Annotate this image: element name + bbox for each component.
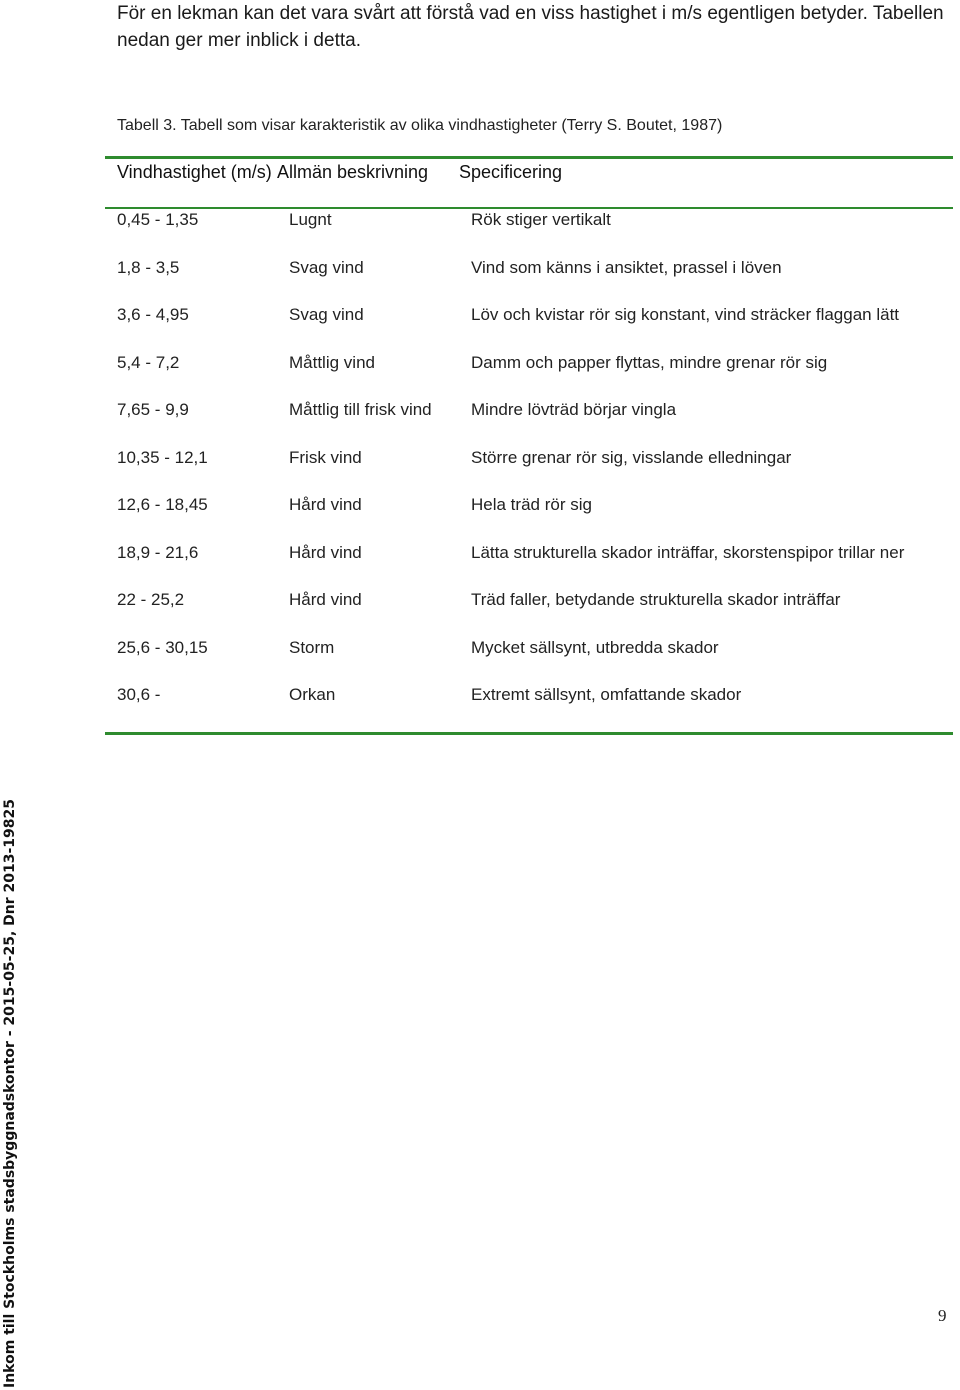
wind-speed-cell: 18,9 - 21,6 xyxy=(117,542,199,562)
description-cell: Hård vind xyxy=(289,590,362,609)
wind-speed-cell: 3,6 - 4,95 xyxy=(117,305,189,324)
description-cell: Hård vind xyxy=(289,495,362,514)
specification-cell: Hela träd rör sig xyxy=(471,495,592,514)
table-row xyxy=(105,446,953,494)
table-row xyxy=(105,351,953,399)
table-row xyxy=(105,636,953,684)
table-row xyxy=(105,398,953,446)
specification-cell: Lätta strukturella skador inträffar, skorstenspipor trillar ner xyxy=(471,542,905,562)
description-cell: Måttlig till frisk vind xyxy=(289,400,432,419)
table-row xyxy=(105,303,953,351)
header-specification: Specificering xyxy=(459,162,563,182)
description-cell: Orkan xyxy=(289,685,336,704)
specification-cell: Rök stiger vertikalt xyxy=(471,210,611,229)
header-description: Allmän beskrivning xyxy=(277,162,429,182)
description-cell: Måttlig vind xyxy=(289,352,375,372)
wind-table-header xyxy=(105,156,953,209)
table-header-row xyxy=(105,159,953,207)
table-row xyxy=(105,256,953,304)
description-cell: Hård vind xyxy=(289,542,362,562)
wind-speed-cell: 25,6 - 30,15 xyxy=(117,637,208,657)
intro-paragraph: För en lekman kan det vara svårt att förstå vad en viss hastighet i m/s egentligen betyder. Tabellen nedan ger mer inblick i detta. xyxy=(117,3,944,51)
specification-cell: Extremt sällsynt, omfattande skador xyxy=(471,685,742,704)
wind-speed-cell: 0,45 - 1,35 xyxy=(117,210,199,229)
wind-speed-cell: 12,6 - 18,45 xyxy=(117,495,208,514)
description-cell: Svag vind xyxy=(289,305,364,324)
table-bottom-rule xyxy=(105,732,953,735)
description-cell: Frisk vind xyxy=(289,447,362,467)
header-wind-speed: Vindhastighet (m/s) xyxy=(117,162,272,182)
specification-cell: Damm och papper flyttas, mindre grenar rör sig xyxy=(471,352,828,372)
description-cell: Svag vind xyxy=(289,257,364,277)
wind-speed-cell: 5,4 - 7,2 xyxy=(117,352,180,372)
specification-cell: Träd faller, betydande strukturella skador inträffar xyxy=(471,590,841,609)
wind-speed-cell: 22 - 25,2 xyxy=(117,590,185,609)
table-row xyxy=(105,208,953,256)
table-caption: Tabell 3. Tabell som visar karakteristik av olika vindhastigheter (Terry S. Boutet, 1987) xyxy=(117,117,723,134)
wind-speed-cell: 30,6 - xyxy=(117,685,161,704)
description-cell: Storm xyxy=(289,637,335,657)
description-cell: Lugnt xyxy=(289,210,332,229)
wind-speed-cell: 10,35 - 12,1 xyxy=(117,447,208,467)
wind-table-body xyxy=(105,208,953,731)
page-number: 9 xyxy=(938,1306,947,1325)
table-row xyxy=(105,588,953,636)
table-row xyxy=(105,541,953,589)
specification-cell: Löv och kvistar rör sig konstant, vind sträcker flaggan lätt xyxy=(471,305,900,324)
specification-cell: Mindre lövträd börjar vingla xyxy=(471,400,677,419)
specification-cell: Vind som känns i ansiktet, prassel i löven xyxy=(471,257,782,277)
specification-cell: Större grenar rör sig, visslande elledningar xyxy=(471,447,792,467)
wind-speed-cell: 1,8 - 3,5 xyxy=(117,257,180,277)
table-row xyxy=(105,683,953,731)
registration-stamp: Inkom till Stockholms stadsbyggnadskontor - 2015-05-25, Dnr 2013-19825 xyxy=(2,798,18,1388)
specification-cell: Mycket sällsynt, utbredda skador xyxy=(471,637,719,657)
table-row xyxy=(105,493,953,541)
wind-speed-cell: 7,65 - 9,9 xyxy=(117,400,189,419)
